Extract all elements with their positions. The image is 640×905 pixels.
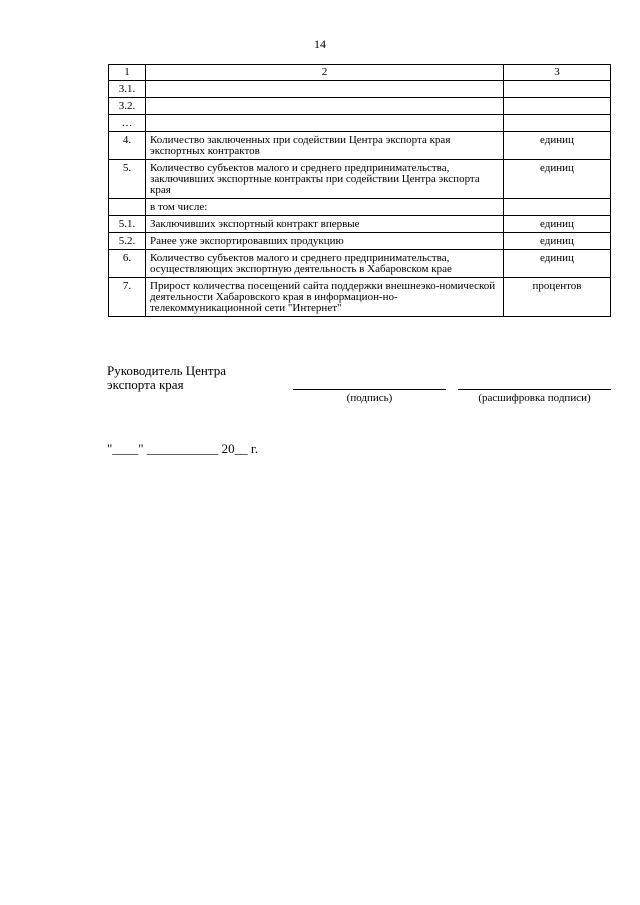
row-unit	[504, 81, 611, 98]
row-text: в том числе:	[146, 199, 504, 216]
row-number: 5.2.	[109, 233, 146, 250]
row-number: 7.	[109, 278, 146, 317]
header-col-2: 2	[146, 65, 504, 81]
row-text	[146, 98, 504, 115]
row-unit	[504, 98, 611, 115]
table-row	[109, 160, 611, 199]
table-row	[109, 199, 611, 216]
row-text: Прирост количества посещений сайта поддержки внешнеэко-номической деятельности Хабаровского края в информацион-но-телекоммуникационной сети "Интернет"	[146, 278, 504, 317]
page-number: 14	[314, 37, 326, 51]
signature-decoding-caption: (расшифровка подписи)	[478, 392, 591, 404]
row-text: Количество заключенных при содействии Центра экспорта края экспортных контрактов	[146, 132, 504, 160]
table-row	[109, 233, 611, 250]
row-unit	[504, 199, 611, 216]
table-row	[109, 98, 611, 115]
row-text	[146, 81, 504, 98]
row-number: 6.	[109, 250, 146, 278]
date-line: "____" ___________ 20__ г.	[107, 441, 258, 456]
header-col-1: 1	[109, 65, 146, 81]
signatory-title	[107, 364, 226, 392]
row-number: 4.	[109, 132, 146, 160]
row-number: 3.2.	[109, 98, 146, 115]
signatory-title-line-1: Руководитель Центра	[107, 363, 226, 378]
signature-blank-line	[293, 389, 446, 390]
row-text: Ранее уже экспортировавших продукцию	[146, 233, 504, 250]
row-number: 5.1.	[109, 216, 146, 233]
signature-caption: (подпись)	[346, 392, 393, 404]
row-number: …	[109, 115, 146, 132]
row-unit	[504, 115, 611, 132]
row-text: Количество субъектов малого и среднего предпринимательства, заключивших экспортные контракты при содействии Центра экспорта края	[146, 160, 504, 199]
row-text	[146, 115, 504, 132]
header-col-3: 3	[504, 65, 611, 81]
table-row	[109, 216, 611, 233]
row-number: 3.1.	[109, 81, 146, 98]
row-number: 5.	[109, 160, 146, 199]
row-number	[109, 199, 146, 216]
row-text: Количество субъектов малого и среднего предпринимательства, осуществляющих экспортную деятельность в Хабаровском крае	[146, 250, 504, 278]
table-header-row	[109, 65, 611, 81]
row-unit: процентов	[504, 278, 611, 317]
row-unit: единиц	[504, 160, 611, 199]
row-unit: единиц	[504, 233, 611, 250]
table-row	[109, 81, 611, 98]
row-unit: единиц	[504, 216, 611, 233]
signatory-title-line-2: экспорта края	[107, 377, 184, 392]
row-text: Заключивших экспортный контракт впервые	[146, 216, 504, 233]
table-row	[109, 278, 611, 317]
table-row	[109, 115, 611, 132]
indicators-table	[108, 64, 611, 317]
table-row	[109, 250, 611, 278]
row-unit: единиц	[504, 132, 611, 160]
table-row	[109, 132, 611, 160]
row-unit: единиц	[504, 250, 611, 278]
signature-decoding-blank-line	[458, 389, 611, 390]
